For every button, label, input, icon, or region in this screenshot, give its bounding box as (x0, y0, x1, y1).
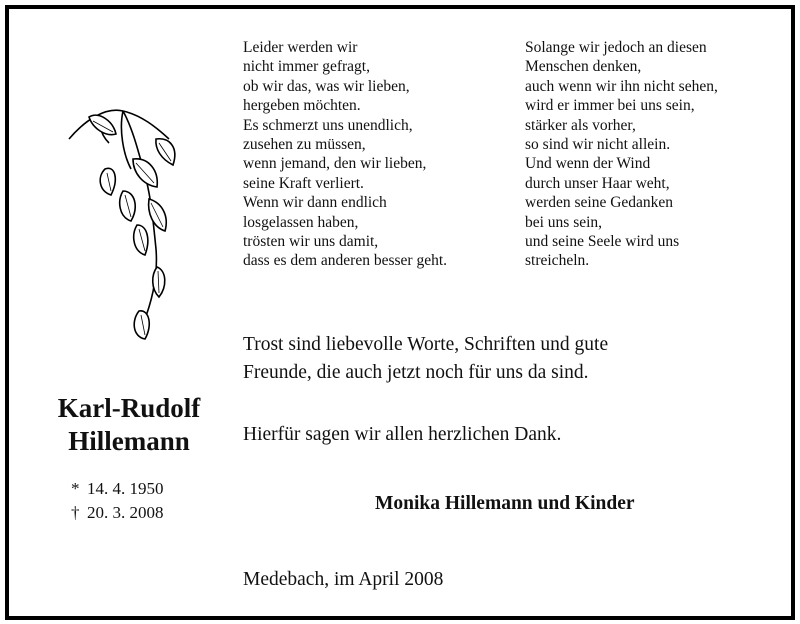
poem-line: durch unser Haar weht, (525, 174, 670, 192)
place-date: Medebach, im April 2008 (243, 569, 444, 590)
poem-line: stärker als vorher, (525, 116, 636, 134)
deceased-name (29, 392, 229, 458)
deceased-first-name: Karl-Rudolf (57, 393, 201, 423)
poem-line: Menschen denken, (525, 58, 642, 76)
poem-line: losgelassen haben, (243, 213, 359, 231)
poem-right (525, 38, 718, 271)
poem-line: seine Kraft verliert. (243, 174, 364, 192)
poem-line: wenn jemand, den wir lieben, (243, 155, 427, 173)
poem-line: Solange wir jedoch an diesen (525, 39, 707, 56)
poem-line: hergeben möchten. (243, 97, 361, 115)
thanks-closing (243, 421, 561, 449)
poem-line: streicheln. (525, 252, 590, 270)
poem-line: ob wir das, was wir lieben, (243, 77, 410, 95)
poem-line: Wenn wir dann endlich (243, 194, 387, 212)
poem-left (243, 38, 447, 271)
poem-line: Leider werden wir (243, 39, 358, 56)
poem-line: werden seine Gedanken (525, 194, 674, 212)
poem-line: zusehen zu müssen, (243, 136, 366, 154)
thanks-line: Hierfür sagen wir allen herzlichen Dank. (243, 424, 562, 445)
thanks-paragraph (243, 331, 608, 387)
poem-line: wird er immer bei uns sein, (525, 97, 695, 115)
thanks-line: Freunde, die auch jetzt noch für uns da sind. (243, 362, 589, 383)
poem-line: auch wenn wir ihn nicht sehen, (525, 77, 718, 95)
poem-line: dass es dem anderen besser geht. (243, 252, 448, 270)
birth-symbol: * (71, 479, 80, 498)
thanks-line: Trost sind liebevolle Worte, Schriften und gute (243, 334, 609, 355)
birth-row (71, 477, 164, 501)
death-date: 20. 3. 2008 (87, 503, 164, 522)
poem-line: Und wenn der Wind (525, 155, 651, 173)
poem-line: trösten wir uns damit, (243, 233, 379, 251)
death-row (71, 501, 164, 525)
poem-line: nicht immer gefragt, (243, 58, 370, 76)
poem-line: Es schmerzt uns unendlich, (243, 116, 413, 134)
signature: Monika Hillemann und Kinder (375, 493, 635, 514)
poem-line: bei uns sein, (525, 213, 603, 231)
deceased-last-name: Hillemann (68, 426, 190, 456)
poem-line: und seine Seele wird uns (525, 233, 680, 251)
life-dates (71, 477, 164, 525)
obituary-card (5, 5, 795, 620)
birch-branch-icon (61, 99, 191, 359)
birth-date: 14. 4. 1950 (87, 479, 164, 498)
death-symbol: † (71, 503, 80, 522)
poem-line: so sind wir nicht allein. (525, 136, 671, 154)
